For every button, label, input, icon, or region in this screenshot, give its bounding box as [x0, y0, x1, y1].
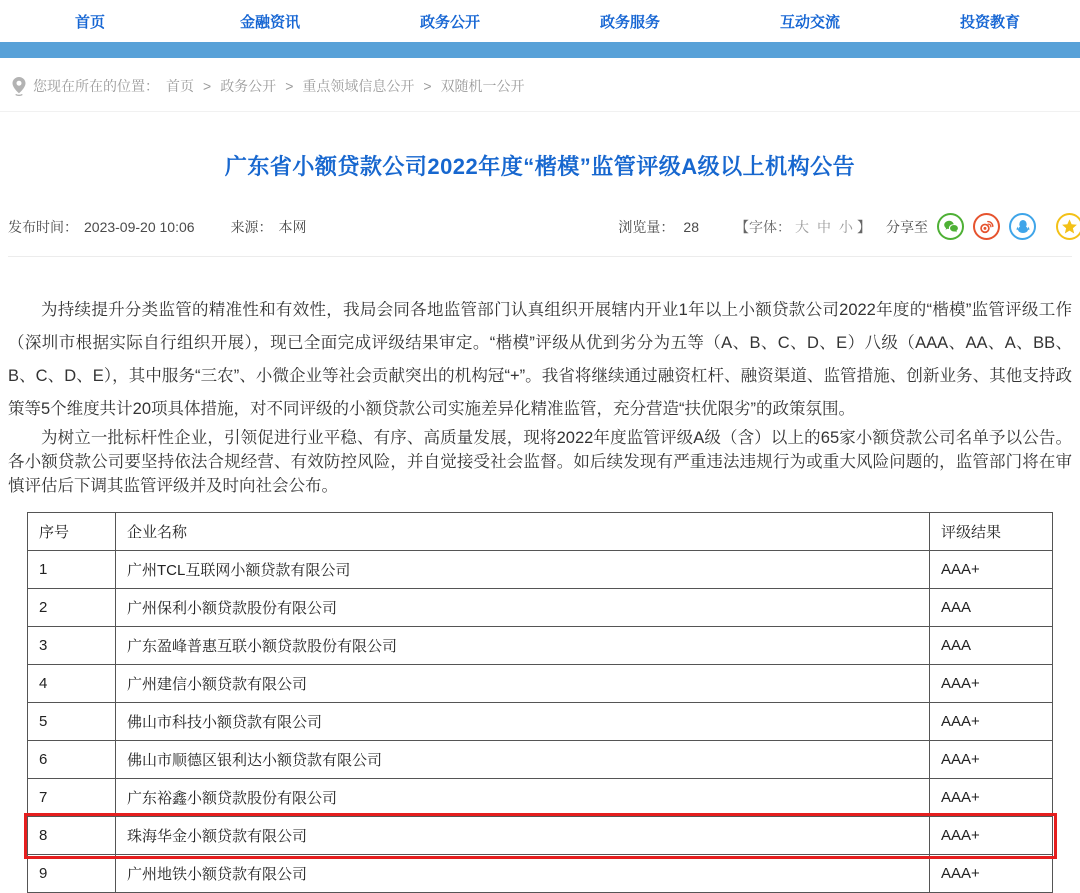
publish-time-value: 2023-09-20 10:06 — [84, 218, 195, 235]
breadcrumb-item-key-info[interactable]: 重点领域信息公开 — [302, 78, 415, 94]
cell-serial: 6 — [28, 741, 116, 779]
nav-accent-bar — [0, 42, 1080, 58]
table-row — [28, 741, 1053, 779]
table-row — [28, 627, 1053, 665]
cell-company-name: 广州保利小额贷款股份有限公司 — [116, 589, 930, 627]
views-label: 浏览量： — [618, 218, 675, 235]
table-row — [28, 779, 1053, 817]
cell-company-name: 广东裕鑫小额贷款股份有限公司 — [116, 779, 930, 817]
paragraph: 为持续提升分类监管的精准性和有效性，我局会同各地监管部门认真组织开展辖内开业1年以上小额贷款公司2022年度的“楷模”监管评级工作（深圳市根据实际自行组织开展），现已全面完成评级结果审定。“楷模”评级从优到劣分为五等（A、B、C、D、E）八级（AAA、AA、A、BB、B、C、D、E），其中服务“三农”、小微企业等社会贡献突出的机构冠“+”。我省将继续通过融资杠杆、融资渠道、监管措施、创新业务、其他支持政策等5个维度共计20项具体措施，对不同评级的小额贷款公司实施差异化精准监管，充分营造“扶优限劣”的政策氛围。 — [8, 301, 1072, 418]
nav-item-gov-services[interactable]: 政务服务 — [599, 13, 660, 31]
paragraph: 为树立一批标杆性企业，引领促进行业平稳、有序、高质量发展，现将2022年度监管评级A级（含）以上的65家小额贷款公司名单予以公告。各小额贷款公司要坚持依法合规经营、有效防控风险，并自觉接受社会监督。如后续发现有严重违法违规行为或重大风险问题的，监管部门将在审慎评估后下调其监管评级并及时向社会公布。 — [8, 429, 1072, 495]
font-size-small[interactable]: 小 — [839, 218, 853, 235]
cell-serial: 9 — [28, 855, 116, 893]
cell-rating: AAA — [930, 627, 1053, 665]
header-rating: 评级结果 — [930, 513, 1053, 551]
table-row — [28, 589, 1053, 627]
breadcrumb-separator: > — [285, 78, 294, 94]
cell-company-name: 佛山市顺德区银利达小额贷款有限公司 — [116, 741, 930, 779]
cell-rating: AAA+ — [930, 741, 1053, 779]
breadcrumb-item-home[interactable]: 首页 — [166, 78, 194, 94]
share-label: 分享至 — [886, 218, 928, 235]
cell-rating: AAA — [930, 589, 1053, 627]
cell-serial: 4 — [28, 665, 116, 703]
article-body — [8, 294, 1072, 498]
rating-table — [27, 512, 1053, 893]
source-value: 本网 — [278, 218, 307, 235]
table-row — [28, 551, 1053, 589]
cell-rating: AAA+ — [930, 551, 1053, 589]
cell-serial: 5 — [28, 703, 116, 741]
cell-serial: 7 — [28, 779, 116, 817]
meta-right — [618, 213, 1072, 240]
top-nav — [0, 0, 1080, 42]
article-meta — [8, 213, 1072, 257]
font-size-medium[interactable]: 中 — [817, 218, 831, 235]
cell-company-name: 广州TCL互联网小额贷款有限公司 — [116, 551, 930, 589]
table-row — [28, 665, 1053, 703]
cell-rating: AAA+ — [930, 665, 1053, 703]
font-size-prefix: 【字体： — [735, 218, 791, 235]
breadcrumb-separator: > — [423, 78, 432, 94]
cell-serial: 3 — [28, 627, 116, 665]
wechat-icon[interactable] — [937, 213, 964, 240]
table-row — [28, 703, 1053, 741]
views-count: 28 — [683, 218, 699, 235]
cell-company-name: 广州地铁小额贷款有限公司 — [116, 855, 930, 893]
qq-icon[interactable] — [1009, 213, 1036, 240]
cell-company-name: 珠海华金小额贷款有限公司 — [116, 817, 930, 855]
font-size-large[interactable]: 大 — [795, 218, 809, 235]
breadcrumb-separator: > — [203, 78, 212, 94]
table-row — [28, 855, 1053, 893]
weibo-icon[interactable] — [973, 213, 1000, 240]
cell-serial: 8 — [28, 817, 116, 855]
header-serial: 序号 — [28, 513, 116, 551]
source-label: 来源： — [230, 218, 273, 235]
font-size-suffix: 】 — [857, 218, 871, 235]
cell-serial: 2 — [28, 589, 116, 627]
cell-serial: 1 — [28, 551, 116, 589]
cell-company-name: 佛山市科技小额贷款有限公司 — [116, 703, 930, 741]
table-header-row — [28, 513, 1053, 551]
qzone-star-icon[interactable] — [1056, 213, 1080, 240]
rating-table-body — [28, 551, 1053, 893]
cell-rating: AAA+ — [930, 855, 1053, 893]
nav-item-gov-disclosure[interactable]: 政务公开 — [419, 13, 480, 31]
breadcrumb-item-double-random[interactable]: 双随机一公开 — [440, 78, 525, 94]
nav-item-home[interactable]: 首页 — [74, 13, 105, 31]
nav-item-investor-education[interactable]: 投资教育 — [959, 13, 1020, 31]
breadcrumb-label: 您现在所在的位置： — [33, 78, 159, 94]
table-row-highlighted — [28, 817, 1053, 855]
nav-item-interaction[interactable]: 互动交流 — [779, 13, 840, 31]
cell-rating: AAA+ — [930, 703, 1053, 741]
page-title: 广东省小额贷款公司2022年度“楷模”监管评级A级以上机构公告 — [224, 154, 856, 179]
nav-item-finance-news[interactable]: 金融资讯 — [239, 13, 300, 31]
cell-rating: AAA+ — [930, 817, 1053, 855]
font-size-control — [735, 217, 871, 237]
cell-company-name: 广东盈峰普惠互联小额贷款股份有限公司 — [116, 627, 930, 665]
meta-left — [8, 217, 307, 237]
publish-time-label: 发布时间： — [8, 218, 78, 235]
breadcrumb-item-gov-disclosure[interactable]: 政务公开 — [220, 78, 277, 94]
header-company: 企业名称 — [116, 513, 930, 551]
cell-rating: AAA+ — [930, 779, 1053, 817]
breadcrumb — [0, 58, 1080, 112]
cell-company-name: 广州建信小额贷款有限公司 — [116, 665, 930, 703]
location-pin-icon — [12, 77, 26, 96]
